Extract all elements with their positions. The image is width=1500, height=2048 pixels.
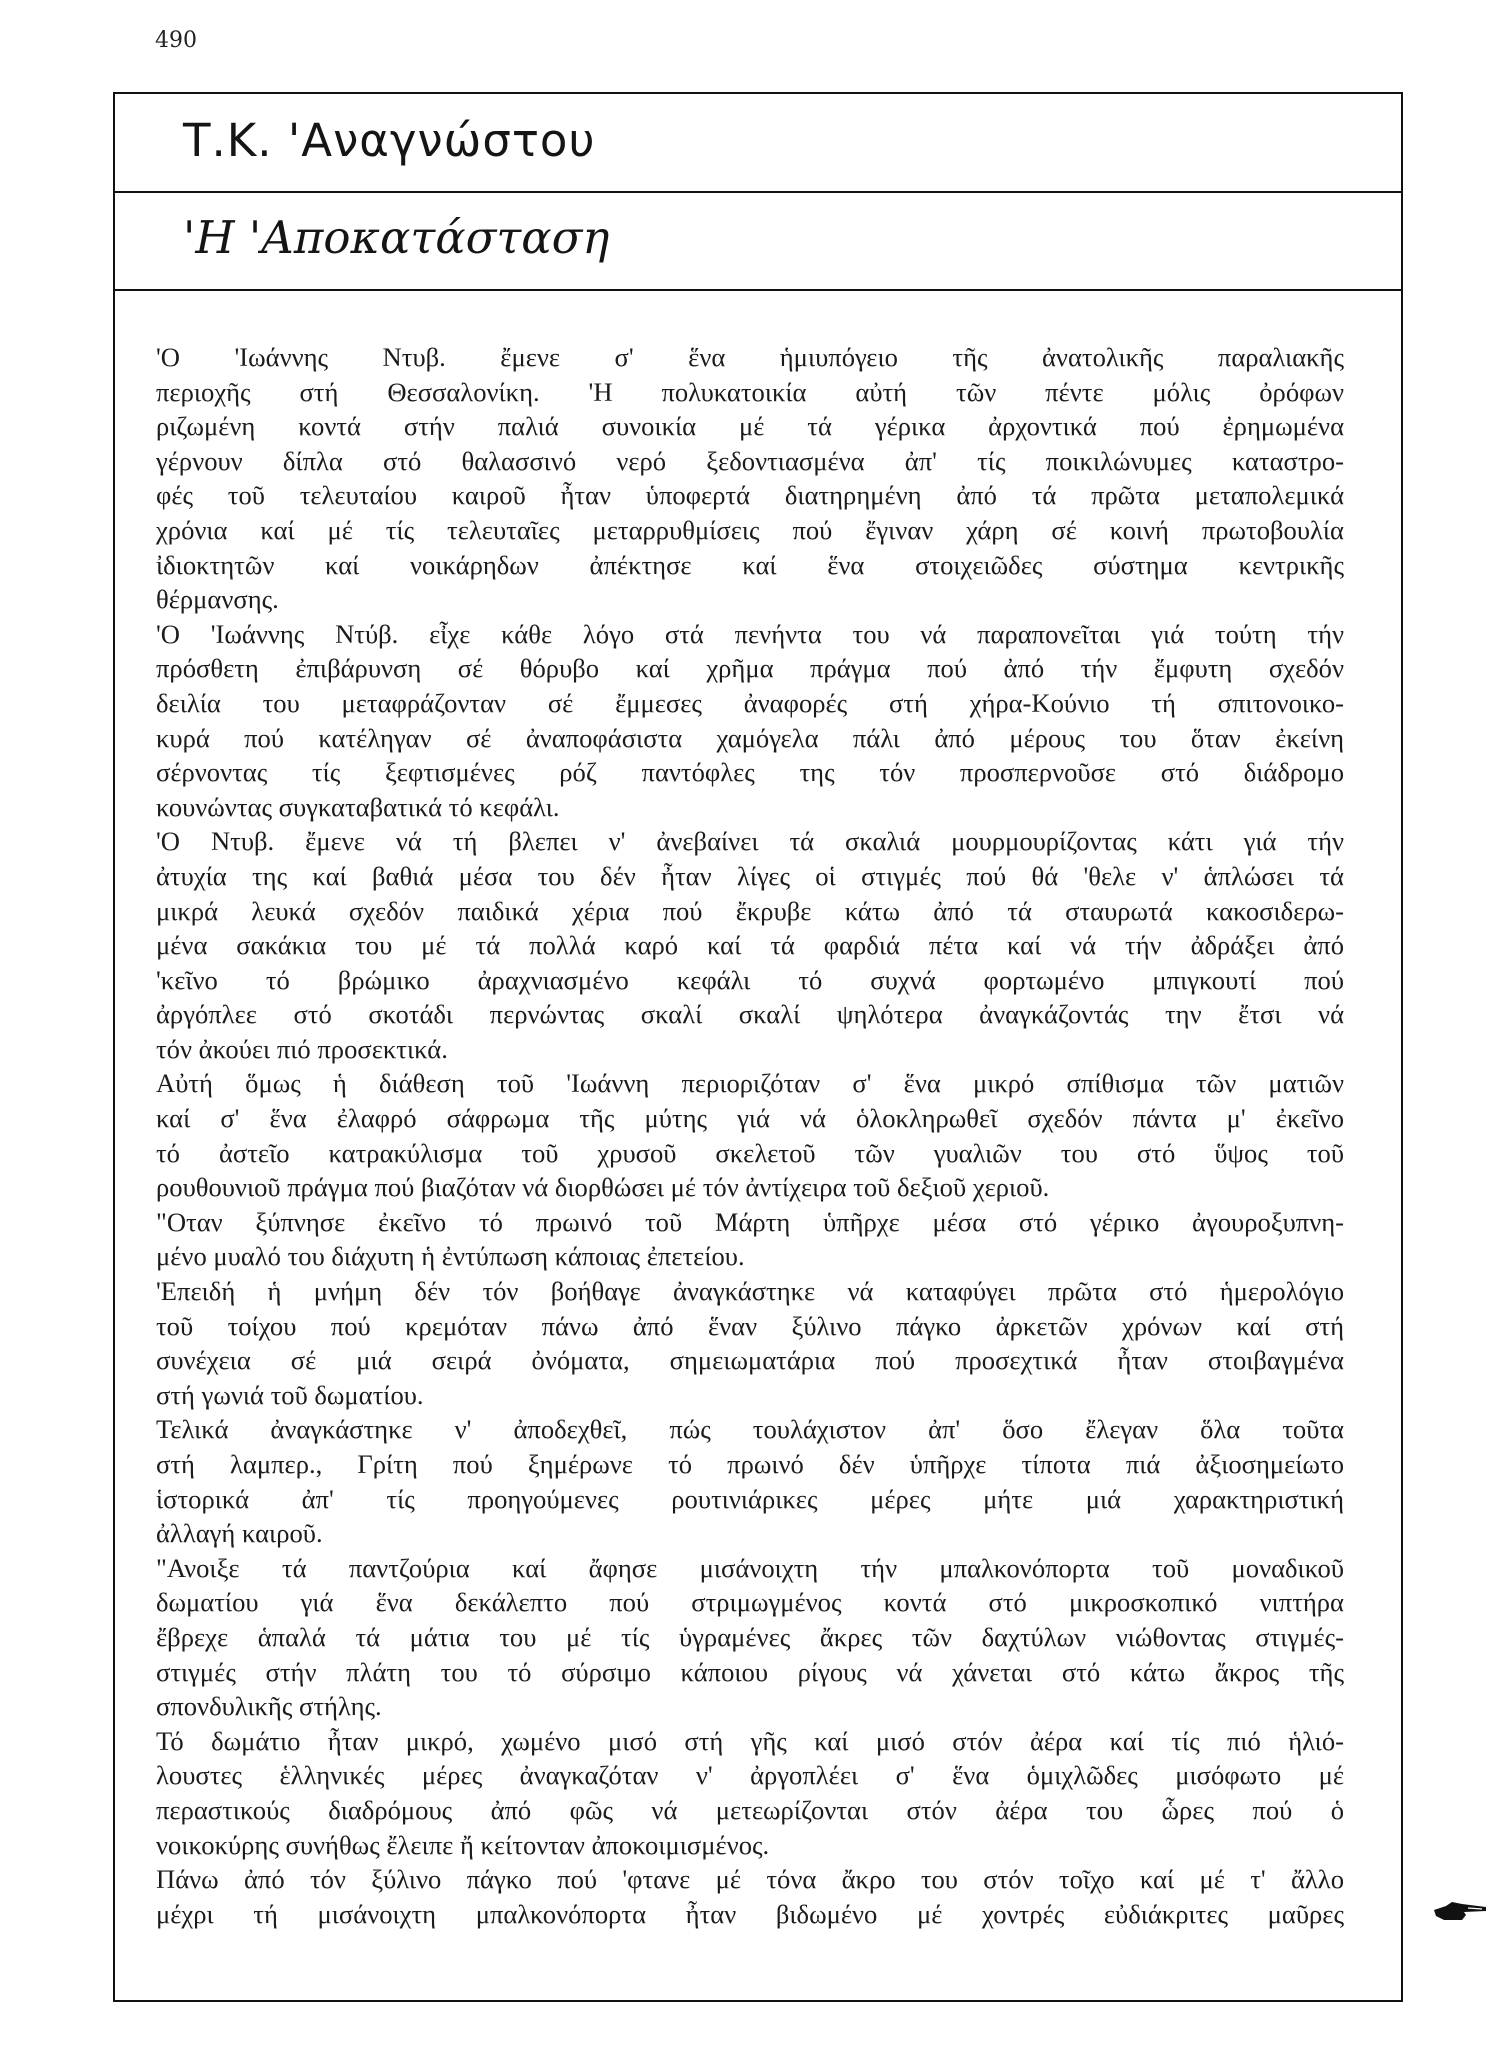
page-number: 490 <box>155 28 197 53</box>
text-line: θέρμανσης. <box>156 584 279 615</box>
text-line: "Οταν ξύπνησε ἐκεῖνο τό πρωινό τοῦ Μάρτη ὑπῆρχε μέσα στό γέρικο ἀγουροξυπνη- <box>156 1206 1344 1237</box>
text-line: τό ἀστεῖο κατρακύλισμα τοῦ χρυσοῦ σκελετοῦ τῶν γυαλιῶν του στό ὕψος τοῦ <box>156 1137 1344 1168</box>
text-line: τόν ἀκούει πιό προσεκτικά. <box>156 1033 448 1064</box>
text-line: Αὐτή ὅμως ἡ διάθεση τοῦ 'Ιωάννη περιοριζόταν σ' ἕνα μικρό σπίθισμα τῶν ματιῶν <box>156 1068 1344 1099</box>
text-line: περαστικούς διαδρόμους ἀπό φῶς νά μετεωρίζονται στόν ἀέρα του ὧρες πού ὁ <box>156 1794 1344 1825</box>
text-line: "Ανοιξε τά παντζούρια καί ἄφησε μισάνοιχτη τήν μπαλκονόπορτα τοῦ μοναδικοῦ <box>156 1552 1344 1583</box>
text-line: σέρνοντας τίς ξεφτισμένες ρόζ παντόφλες της τόν προσπερνοῦσε στό διάδρομο <box>156 757 1344 788</box>
text-line: ριζωμένη κοντά στήν παλιά συνοικία μέ τά γέρικα ἀρχοντικά πού ἐρημωμένα <box>156 411 1344 442</box>
text-line: 'κεῖνο τό βρώμικο ἀραχνιασμένο κεφάλι τό συχνά φορτωμένο μπιγκουτί πού <box>156 964 1344 995</box>
text-line: καί σ' ἕνα ἐλαφρό σάφρωμα τῆς μύτης γιά νά ὁλοκληρωθεῖ σχεδόν πάντα μ' ἐκεῖνο <box>156 1103 1344 1134</box>
text-line: λουστες ἑλληνικές μέρες ἀναγκαζόταν ν' ἀργοπλέει σ' ἕνα ὁμιχλῶδες μισόφωτο μέ <box>156 1760 1344 1791</box>
text-line: ρουθουνιοῦ πράγμα πού βιαζόταν νά διορθώσει μέ τόν ἀντίχειρα τοῦ δεξιοῦ χεριοῦ. <box>156 1172 1050 1203</box>
text-line: περιοχῆς στή Θεσσαλονίκη. 'Η πολυκατοικία αὐτή τῶν πέντε μόλις ὀρόφων <box>156 376 1344 407</box>
title-header <box>115 191 1401 291</box>
text-line: πρόσθετη ἐπιβάρυνση σέ θόρυβο καί χρῆμα πράγμα πού ἀπό τήν ἔμφυτη σχεδόν <box>156 653 1344 684</box>
text-line: χρόνια καί μέ τίς τελευταῖες μεταρρυθμίσεις πού ἔγιναν χάρη σέ κοινή πρωτοβουλία <box>156 514 1344 545</box>
article-title: 'Η 'Αποκατάσταση <box>183 211 610 264</box>
text-line: Τελικά ἀναγκάστηκε ν' ἀποδεχθεῖ, πώς τουλάχιστον ἀπ' ὅσο ἔλεγαν ὅλα τοῦτα <box>156 1414 1344 1445</box>
text-line: 'Ο Ντυβ. ἔμενε νά τή βλεπει ν' ἀνεβαίνει τά σκαλιά μουρμουρίζοντας κάτι γιά τήν <box>156 826 1344 857</box>
author-name: Τ.Κ. 'Αναγνώστου <box>183 114 596 167</box>
text-line: σπονδυλικῆς στήλης. <box>156 1691 382 1722</box>
text-line: δωματίου γιά ἕνα δεκάλεπτο πού στριμωγμένος κοντά στό μικροσκοπικό νιπτήρα <box>156 1587 1344 1618</box>
text-line: Τό δωμάτιο ἦταν μικρό, χωμένο μισό στή γῆς καί μισό στόν ἀέρα καί τίς πιό ἡλιό- <box>156 1725 1344 1756</box>
article-frame <box>113 92 1403 2002</box>
text-line: 'Ο 'Ιωάννης Ντύβ. εἶχε κάθε λόγο στά πενήντα του νά παραπονεῖται γιά τούτη τήν <box>156 618 1344 649</box>
text-line: μένο μυαλό του διάχυτη ἡ ἐντύπωση κάποιας ἐπετείου. <box>156 1241 745 1272</box>
text-line: τοῦ τοίχου πού κρεμόταν πάνω ἀπό ἕναν ξύλινο πάγκο ἀρκετῶν χρόνων καί στή <box>156 1310 1344 1341</box>
text-line: κυρά πού κατέληγαν σέ ἀναποφάσιστα χαμόγελα πάλι ἀπό μέρους του ὅταν ἐκείνη <box>156 722 1344 753</box>
text-line: ἔβρεχε ἁπαλά τά μάτια του μέ τίς ὑγραμένες ἄκρες τῶν δαχτύλων νιώθοντας στιγμές- <box>156 1621 1344 1652</box>
text-line: ἀτυχία της καί βαθιά μέσα του δέν ἦταν λίγες οἱ στιγμές πού θά 'θελε ν' ἁπλώσει τά <box>156 860 1344 891</box>
text-line: μικρά λευκά σχεδόν παιδικά χέρια πού ἔκρυβε κάτω ἀπό τά σταυρωτά κακοσιδερω- <box>156 895 1344 926</box>
text-line: μένα σακάκια του μέ τά πολλά καρό καί τά φαρδιά πέτα καί νά τήν ἀδράξει ἀπό <box>156 930 1344 961</box>
text-line: ἀργόπλεε στό σκοτάδι περνώντας σκαλί σκαλί ψηλότερα ἀναγκάζοντάς την ἔτσι νά <box>156 999 1344 1030</box>
text-line: δειλία του μεταφράζονταν σέ ἔμμεσες ἀναφορές στή χήρα-Κούνιο τή σπιτονοικο- <box>156 687 1344 718</box>
text-line: στή λαμπερ., Γρίτη πού ξημέρωνε τό πρωινό δέν ὑπῆρχε τίποτα πιά ἀξιοσημείωτο <box>156 1449 1344 1479</box>
text-line: ἰδιοκτητῶν καί νοικάρηδων ἀπέκτησε καί ἕνα στοιχειῶδες σύστημα κεντρικῆς <box>156 549 1344 580</box>
author-header <box>115 94 1401 193</box>
text-line: στή γωνιά τοῦ δωματίου. <box>156 1379 424 1410</box>
text-line: στιγμές στήν πλάτη του τό σύρσιμο κάποιου ρίγους νά χάνεται στό κάτω ἄκρος τῆς <box>156 1656 1344 1687</box>
text-line: συνέχεια σέ μιά σειρά ὀνόματα, σημειωματάρια πού προσεχτικά ἦταν στοιβαγμένα <box>156 1345 1344 1376</box>
text-line: νοικοκύρης συνήθως ἔλειπε ἤ κείτονταν ἀποκοιμισμένος. <box>156 1829 770 1860</box>
text-line: 'Ο 'Ιωάννης Ντυβ. ἔμενε σ' ἕνα ἡμιυπόγειο τῆς ἀνατολικῆς παραλιακῆς <box>156 342 1344 372</box>
article-body <box>156 340 1344 1931</box>
text-line: ἱστορικά ἀπ' τίς προηγούμενες ρουτινιάρικες μέρες μήτε μιά χαρακτηριστική <box>156 1483 1344 1514</box>
pointing-hand-icon <box>1432 1898 1488 1924</box>
text-line: 'Επειδή ἡ μνήμη δέν τόν βοήθαγε ἀναγκάστηκε νά καταφύγει πρῶτα στό ἡμερολόγιο <box>156 1276 1344 1307</box>
text-line: μέχρι τή μισάνοιχτη μπαλκονόπορτα ἦταν βιδωμένο μέ χοντρές εὐδιάκριτες μαῦρες <box>156 1898 1344 1929</box>
text-line: ἀλλαγή καιροῦ. <box>156 1518 323 1549</box>
text-line: Πάνω ἀπό τόν ξύλινο πάγκο πού 'φτανε μέ τόνα ἄκρο του στόν τοῖχο καί μέ τ' ἄλλο <box>156 1864 1344 1895</box>
text-line: φές τοῦ τελευταίου καιροῦ ἦταν ὑποφερτά διατηρημένη ἀπό τά πρῶτα μεταπολεμικά <box>156 480 1344 511</box>
text-line: κουνώντας συγκαταβατικά τό κεφάλι. <box>156 791 560 822</box>
text-line: γέρνουν δίπλα στό θαλασσινό νερό ξεδοντιασμένα ἀπ' τίς ποικιλώνυμες καταστρο- <box>156 445 1344 476</box>
